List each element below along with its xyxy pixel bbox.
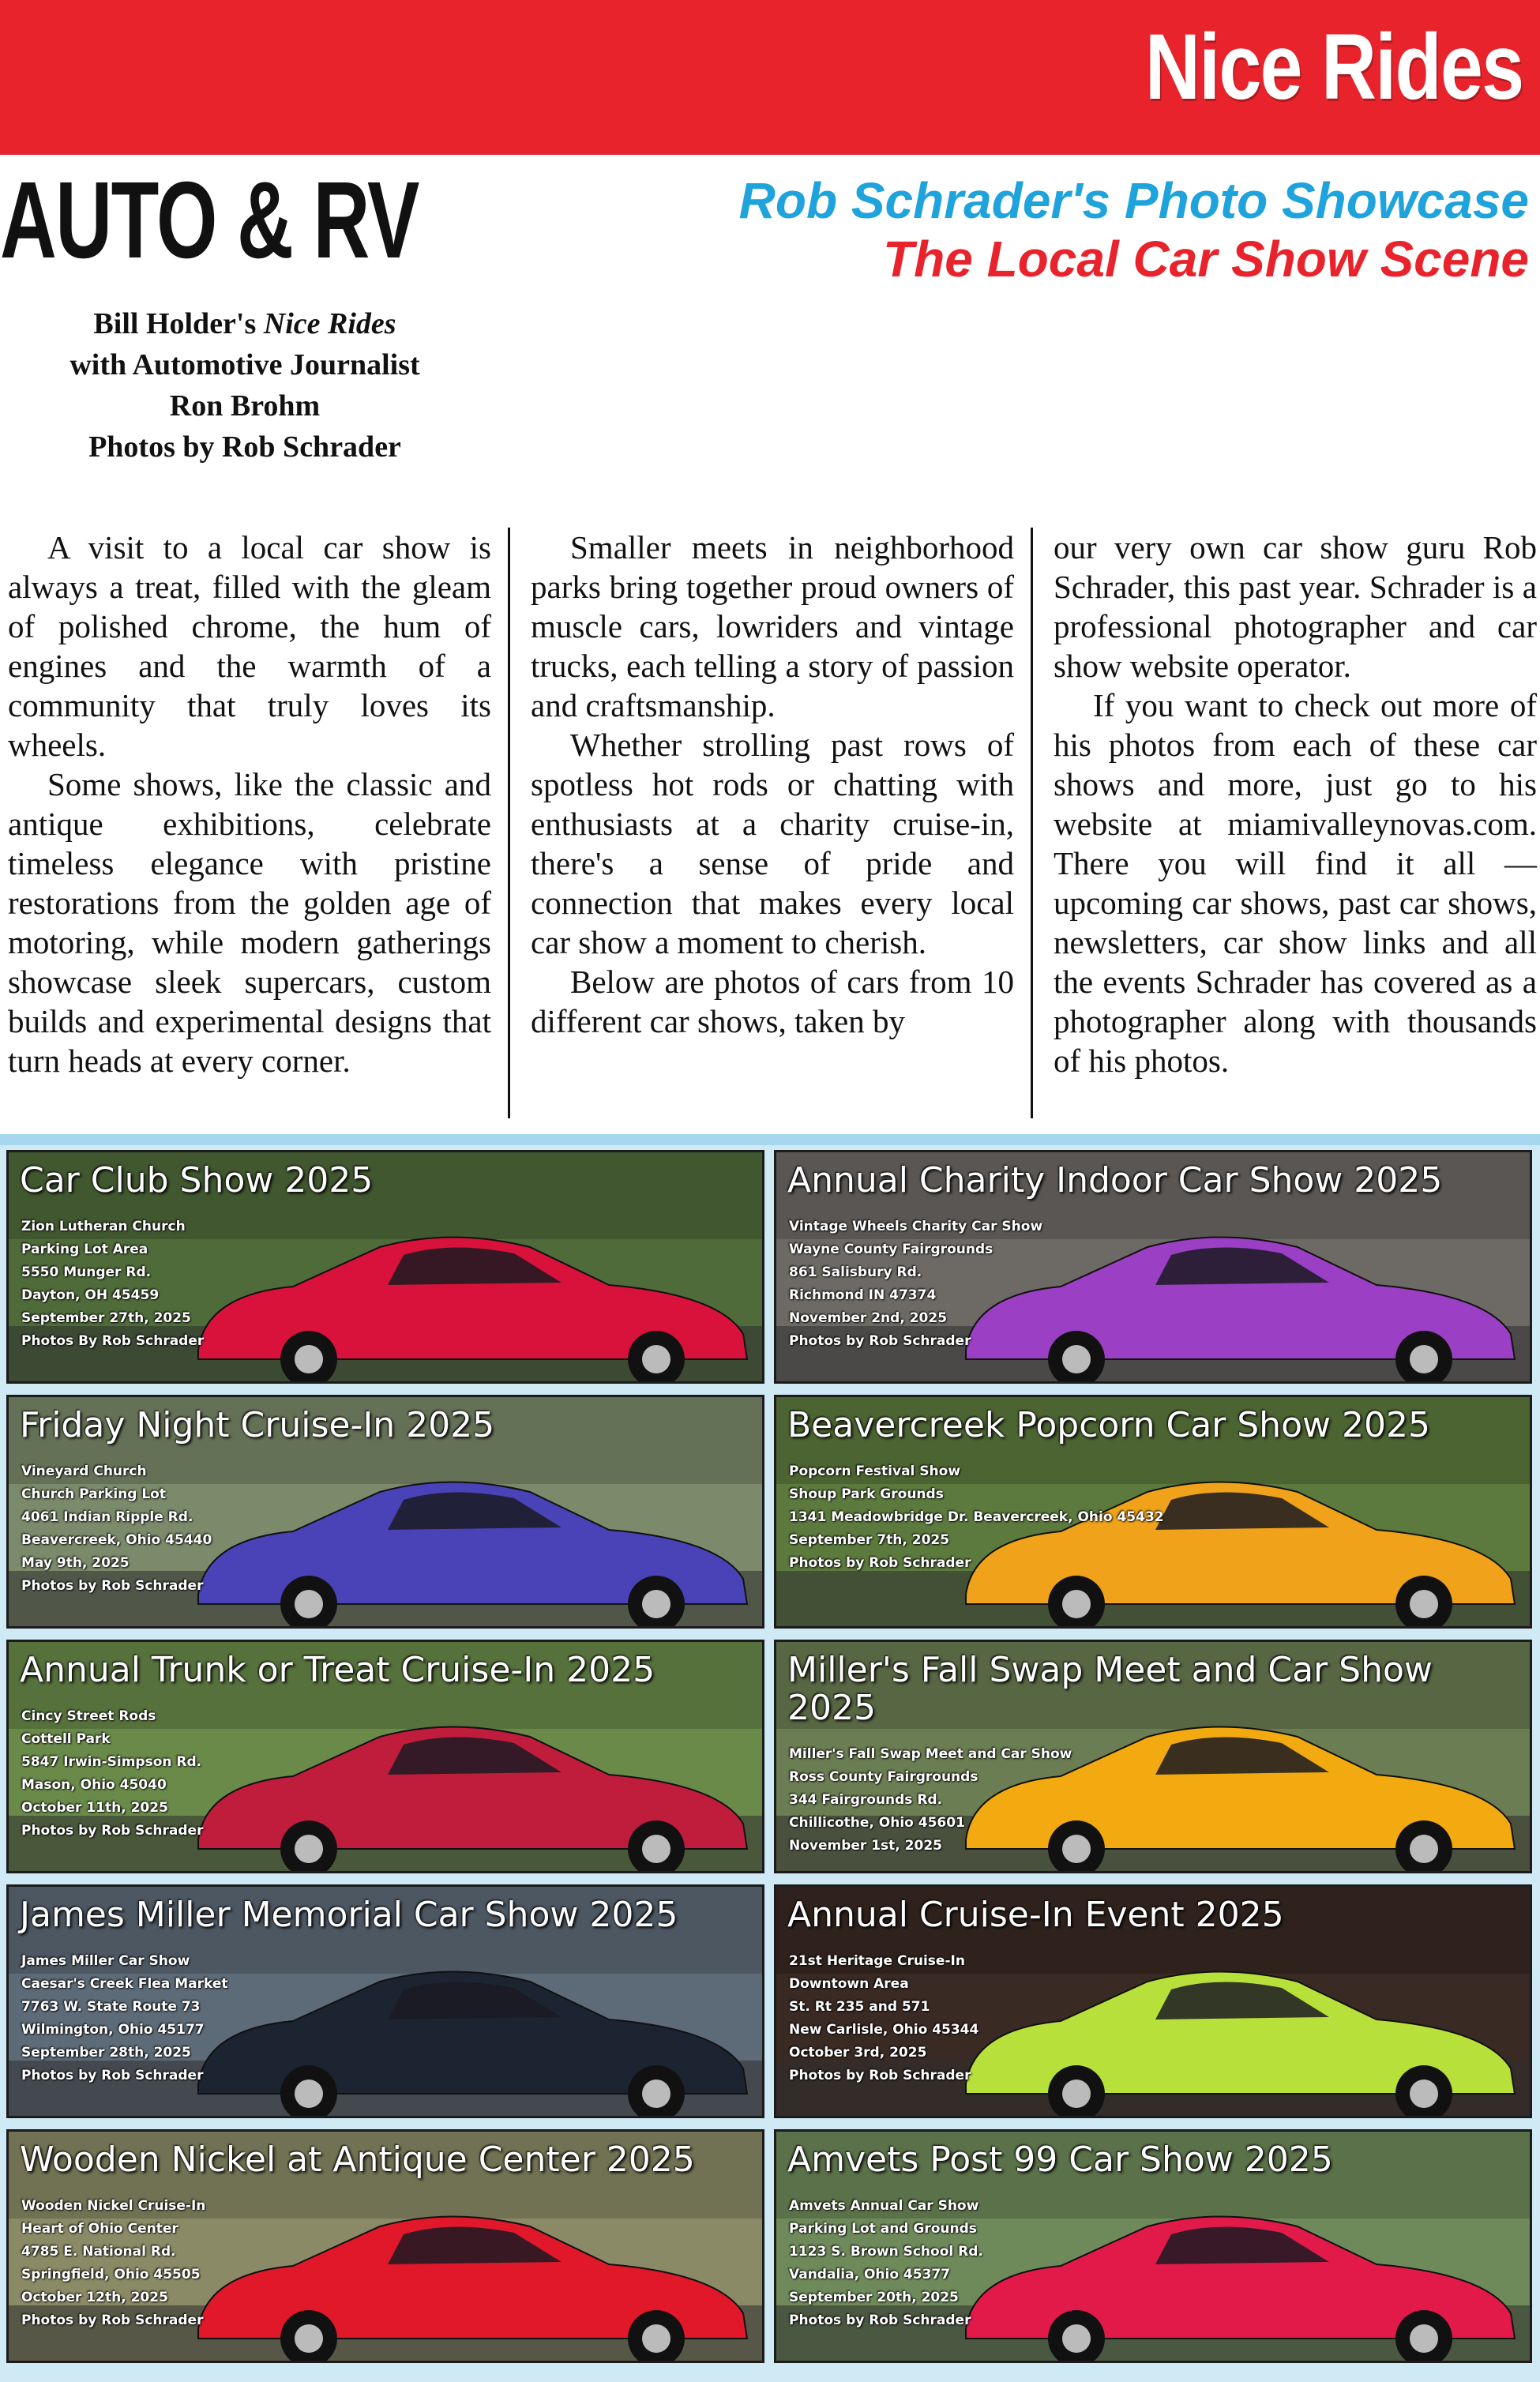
event-detail-line: Photos by Rob Schrader: [21, 1823, 204, 1839]
car-show-photo: [774, 1640, 1532, 1873]
event-detail-line: September 27th, 2025: [21, 1310, 191, 1326]
event-detail-line: Vandalia, Ohio 45377: [789, 2267, 951, 2282]
photo-event-details: [21, 2195, 205, 2332]
photo-event-details: [21, 1460, 212, 1598]
paragraph: If you want to check out more of his photos from each of these car shows and more, just go to his website at miamivalleynovas.com. There you will find it all — upcoming car shows, past car shows, newsletters, car show links and all the events Schrader has covered as a photographer along with thousands of his photos.: [1054, 687, 1537, 1079]
photo-event-details: [789, 1460, 1164, 1575]
photo-title-line-2: 2025: [787, 1688, 876, 1729]
event-detail-line: Parking Lot Area: [21, 1242, 148, 1257]
event-detail-line: October 3rd, 2025: [789, 2045, 927, 2061]
event-detail-line: Photos by Rob Schrader: [21, 1578, 204, 1594]
event-detail-line: Dayton, OH 45459: [21, 1287, 160, 1303]
event-detail-line: 5847 Irwin-Simpson Rd.: [21, 1754, 202, 1770]
car-show-photo: [6, 1640, 764, 1873]
event-detail-line: St. Rt 235 and 571: [789, 1999, 930, 2015]
car-show-photo: [774, 1395, 1532, 1629]
paragraph: Below are photos of cars from 10 different car shows, taken by: [531, 964, 1014, 1039]
photo-title-line: Car Club Show 2025: [20, 1160, 374, 1200]
car-show-photo: [6, 1395, 764, 1629]
photo-title: [20, 1162, 373, 1200]
photo-title-line: Friday Night Cruise-In 2025: [20, 1405, 495, 1445]
event-detail-line: Photos by Rob Schrader: [789, 2312, 971, 2328]
event-detail-line: 344 Fairgrounds Rd.: [789, 1792, 943, 1808]
event-detail-line: Miller's Fall Swap Meet and Car Show: [789, 1746, 1072, 1762]
event-detail-line: September 7th, 2025: [789, 1532, 950, 1548]
car-show-photo: [6, 1884, 764, 2118]
photo-event-details: [789, 1743, 1072, 1858]
photo-title-line: Annual Trunk or Treat Cruise-In 2025: [20, 1650, 655, 1690]
event-detail-line: Springfield, Ohio 45505: [21, 2267, 201, 2282]
event-detail-line: Photos by Rob Schrader: [789, 1333, 971, 1349]
car-show-photo: [774, 1150, 1532, 1384]
photo-event-details: [789, 2195, 983, 2332]
event-detail-line: November 2nd, 2025: [789, 1310, 948, 1326]
paragraph: A visit to a local car show is always a treat, filled with the gleam of polished chrome, the hum of engines and the warmth of a community that truly loves its wheels.: [8, 529, 491, 763]
showcase-subtitle: The Local Car Show Scene: [883, 231, 1529, 287]
event-detail-line: Wayne County Fairgrounds: [789, 1242, 993, 1257]
article-column-3: [1054, 528, 1537, 1080]
event-detail-line: 1341 Meadowbridge Dr. Beavercreek, Ohio 45432: [789, 1509, 1164, 1525]
event-detail-line: Vintage Wheels Charity Car Show: [789, 1219, 1043, 1234]
photo-title-line: Miller's Fall Swap Meet and Car Show: [787, 1650, 1433, 1690]
event-detail-line: Cottell Park: [21, 1731, 111, 1747]
byline-author: Bill Holder's: [93, 307, 264, 340]
event-detail-line: Heart of Ohio Center: [21, 2221, 178, 2237]
showcase-title: Rob Schrader's Photo Showcase: [738, 172, 1529, 229]
event-detail-line: Chillicothe, Ohio 45601: [789, 1815, 965, 1831]
event-detail-line: Church Parking Lot: [21, 1486, 166, 1502]
photo-title: [20, 1896, 678, 1934]
event-detail-line: Photos by Rob Schrader: [789, 2068, 971, 2083]
event-detail-line: Photos by Rob Schrader: [21, 2068, 204, 2083]
photo-title: [787, 1651, 1433, 1728]
photo-event-details: [21, 1705, 203, 1843]
photo-title: [787, 1896, 1284, 1934]
event-detail-line: Photos by Rob Schrader: [21, 2312, 204, 2328]
paragraph: Some shows, like the classic and antique exhibitions, celebrate timeless elegance with pristine restorations from the golden age of motoring, while modern gatherings showcase sleek supercars, custom builds and experimental designs that turn heads at every corner.: [8, 766, 491, 1079]
photo-title: [20, 1651, 655, 1689]
event-detail-line: November 1st, 2025: [789, 1838, 942, 1854]
event-detail-line: James Miller Car Show: [21, 1953, 190, 1969]
column-divider: [1031, 528, 1033, 1118]
paragraph: Smaller meets in neighborhood parks bring together proud owners of muscle cars, lowriders and vintage trucks, each telling a story of passion and craftsmanship.: [531, 529, 1014, 723]
event-detail-line: Downtown Area: [789, 1976, 909, 1992]
event-detail-line: Photos by Rob Schrader: [789, 1555, 971, 1571]
event-detail-line: Wooden Nickel Cruise-In: [21, 2198, 206, 2214]
photo-title-line: Annual Cruise-In Event 2025: [787, 1895, 1284, 1935]
event-detail-line: Vineyard Church: [21, 1463, 147, 1479]
event-detail-line: Popcorn Festival Show: [789, 1463, 961, 1479]
photo-event-details: [21, 1215, 204, 1353]
event-detail-line: Parking Lot and Grounds: [789, 2221, 977, 2237]
photo-event-details: [789, 1215, 1042, 1353]
event-detail-line: Photos By Rob Schrader: [21, 1333, 205, 1349]
event-detail-line: Mason, Ohio 45040: [21, 1777, 167, 1793]
photo-title-line: Wooden Nickel at Antique Center 2025: [20, 2140, 695, 2180]
event-detail-line: Shoup Park Grounds: [789, 1486, 944, 1502]
event-detail-line: October 12th, 2025: [21, 2290, 168, 2305]
car-show-photo: [6, 2129, 764, 2363]
event-detail-line: Richmond IN 47374: [789, 1287, 937, 1303]
photo-title: [20, 2141, 695, 2179]
photo-title-line: Amvets Post 99 Car Show 2025: [787, 2140, 1333, 2180]
header-banner: [0, 0, 1540, 155]
event-detail-line: 4061 Indian Ripple Rd.: [21, 1509, 193, 1525]
event-detail-line: Caesar's Creek Flea Market: [21, 1976, 228, 1992]
event-detail-line: Amvets Annual Car Show: [789, 2198, 979, 2214]
paragraph: Whether strolling past rows of spotless hot rods or chatting with enthusiasts at a charity cruise-in, there's a sense of pride and connection that makes every local car show a moment to cherish.: [531, 727, 1014, 960]
photo-title: [20, 1407, 494, 1445]
photo-title-line: Annual Charity Indoor Car Show 2025: [787, 1160, 1443, 1200]
byline-column-name: Nice Rides: [263, 307, 396, 340]
photo-title: [787, 2141, 1333, 2179]
byline: [16, 303, 474, 468]
car-show-photo: [774, 1884, 1532, 2118]
event-detail-line: New Carlisle, Ohio 45344: [789, 2022, 979, 2038]
photo-event-details: [21, 1950, 227, 2087]
event-detail-line: September 20th, 2025: [789, 2290, 959, 2305]
event-detail-line: 861 Salisbury Rd.: [789, 1264, 922, 1280]
photo-title: [787, 1162, 1442, 1200]
photo-title-line: Beavercreek Popcorn Car Show 2025: [787, 1405, 1430, 1445]
event-detail-line: 7763 W. State Route 73: [21, 1999, 201, 2015]
section-title: AUTO & RV: [0, 160, 419, 281]
section-divider-strip: [0, 1134, 1540, 1145]
event-detail-line: 1123 S. Brown School Rd.: [789, 2244, 983, 2260]
event-detail-line: Ross County Fairgrounds: [789, 1769, 978, 1785]
event-detail-line: Zion Lutheran Church: [21, 1219, 186, 1234]
column-divider: [508, 528, 510, 1118]
article-column-1: [8, 528, 491, 1080]
byline-line-1: [16, 303, 474, 344]
car-show-photo: [774, 2129, 1532, 2363]
event-detail-line: Cincy Street Rods: [21, 1708, 156, 1724]
event-detail-line: September 28th, 2025: [21, 2045, 191, 2061]
photo-title: [787, 1407, 1430, 1445]
event-detail-line: October 11th, 2025: [21, 1800, 168, 1816]
event-detail-line: 5550 Munger Rd.: [21, 1264, 152, 1280]
event-detail-line: Beavercreek, Ohio 45440: [21, 1532, 212, 1548]
paragraph: our very own car show guru Rob Schrader, this past year. Schrader is a professional photographer and car show website operator.: [1054, 529, 1537, 684]
event-detail-line: May 9th, 2025: [21, 1555, 130, 1571]
banner-title: Nice Rides: [1144, 15, 1523, 119]
event-detail-line: 21st Heritage Cruise-In: [789, 1953, 965, 1969]
car-show-photo: [6, 1150, 764, 1384]
byline-line-3: Ron Brohm: [169, 389, 321, 423]
byline-line-2: with Automotive Journalist: [69, 348, 420, 381]
event-detail-line: 4785 E. National Rd.: [21, 2244, 176, 2260]
byline-line-4: Photos by Rob Schrader: [88, 430, 401, 464]
photo-event-details: [789, 1950, 978, 2087]
photo-title-line: James Miller Memorial Car Show 2025: [20, 1895, 678, 1935]
article-column-2: [531, 528, 1014, 1041]
event-detail-line: Wilmington, Ohio 45177: [21, 2022, 205, 2038]
